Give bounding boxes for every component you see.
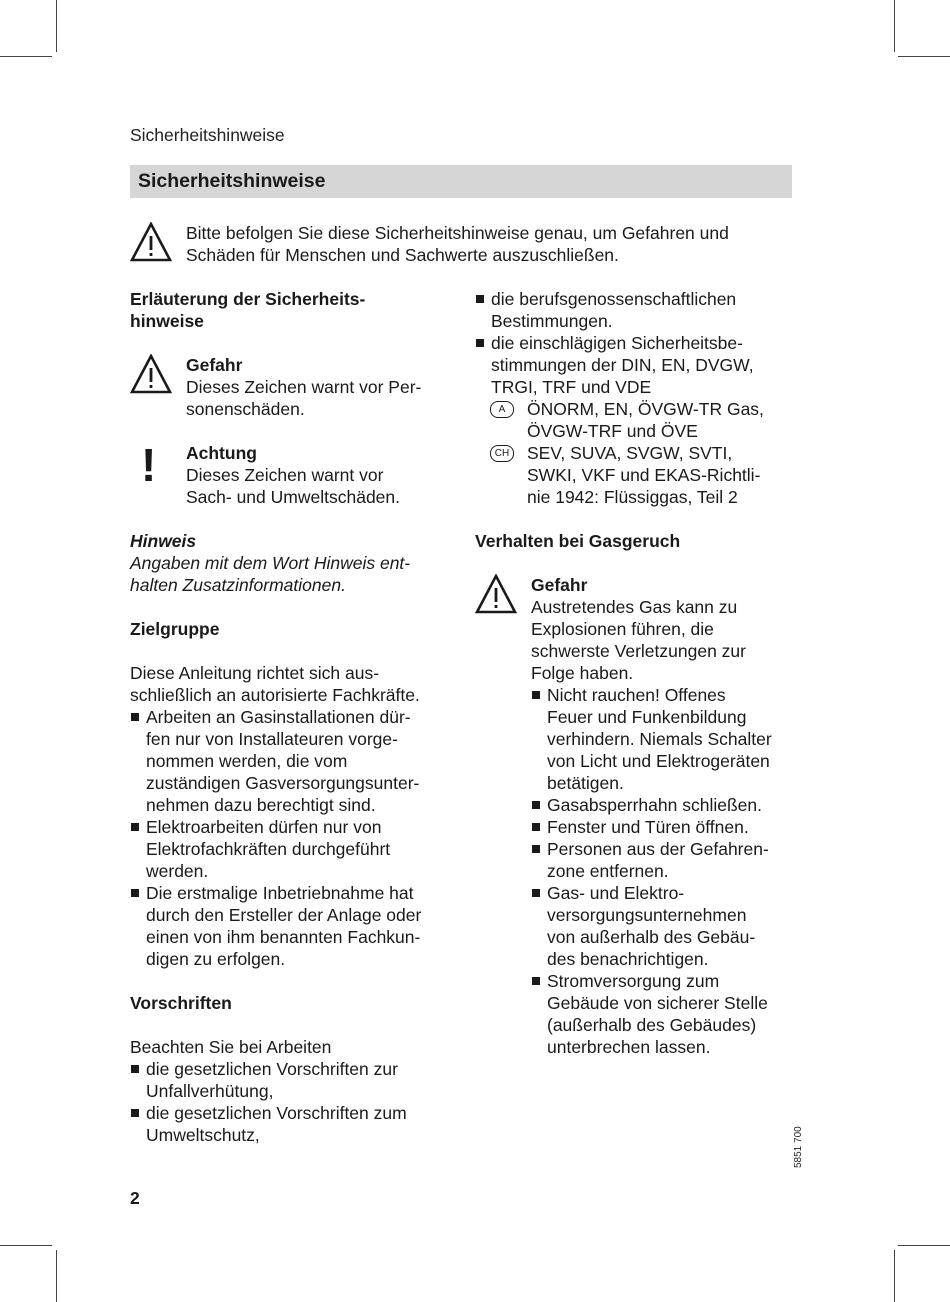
note-text: halten Zusatzinformationen. [130, 575, 346, 595]
list-item: Stromversorgung zum Gebäude von sicherer Stelle (außerhalb des Gebäudes) unterbrechen lassen. [531, 970, 793, 1058]
crop-mark [894, 0, 895, 52]
crop-mark [56, 1250, 57, 1302]
target-intro: Diese Anleitung richtet sich aus- [130, 663, 380, 683]
right-column [475, 288, 795, 1058]
danger-explanation [130, 354, 448, 420]
document-code: 5851 700 [793, 1126, 804, 1168]
gas-danger-title: Gefahr [531, 575, 588, 595]
crop-mark [894, 1250, 895, 1302]
intro-line: Schäden für Menschen und Sachwerte auszuschließen. [186, 245, 619, 265]
warning-triangle-icon [475, 574, 531, 1058]
crop-mark [898, 1245, 950, 1246]
list-item: die gesetzlichen Vorschriften zum Umweltschutz, [130, 1102, 448, 1146]
gas-heading: Verhalten bei Gasgeruch [475, 531, 681, 551]
target-list [130, 706, 448, 970]
crop-mark [898, 56, 950, 57]
country-text: ÖVGW-TRF und ÖVE [527, 421, 698, 441]
country-text: SEV, SUVA, SVGW, SVTI, [527, 443, 733, 463]
gas-danger-text: Folge haben. [531, 663, 634, 683]
list-item: Nicht rauchen! Offenes Feuer und Funkenbildung verhindern. Niemals Schalter von Licht und Elektrogeräten betätigen. [531, 684, 793, 794]
note-title: Hinweis [130, 531, 197, 551]
page-number: 2 [130, 1188, 140, 1208]
caution-text: Dieses Zeichen warnt vor [186, 465, 384, 485]
list-item: Gas- und Elektro- versorgungsunternehmen von außerhalb des Gebäu- des benachrichtigen. [531, 882, 793, 970]
crop-mark [56, 0, 57, 52]
country-switzerland [475, 442, 795, 508]
country-austria [475, 398, 795, 442]
regs-list-continued [475, 288, 795, 398]
list-item: die berufsgenossenschaftlichen Bestimmungen. [475, 288, 795, 332]
left-column [130, 288, 448, 1146]
target-heading: Zielgruppe [130, 619, 220, 639]
note-text: Angaben mit dem Wort Hinweis ent- [130, 553, 411, 573]
danger-text: sonenschäden. [186, 399, 305, 419]
section-title: Sicherheitshinweise [138, 170, 326, 192]
list-item: die gesetzlichen Vorschriften zur Unfallverhütung, [130, 1058, 448, 1102]
caution-text: Sach- und Umweltschäden. [186, 487, 400, 507]
regs-heading: Vorschriften [130, 993, 232, 1013]
list-item: Fenster und Türen öffnen. [531, 816, 793, 838]
warning-triangle-icon [130, 222, 186, 266]
country-text: ÖNORM, EN, ÖVGW-TR Gas, [527, 399, 764, 419]
country-badge: A [490, 401, 514, 418]
regs-intro: Beachten Sie bei Arbeiten [130, 1037, 332, 1057]
crop-mark [0, 56, 52, 57]
country-text: nie 1942: Flüssiggas, Teil 2 [527, 487, 738, 507]
list-item: die einschlägigen Sicherheitsbe- stimmungen der DIN, EN, DVGW, TRGI, TRF und VDE [475, 332, 795, 398]
explain-heading: Erläuterung der Sicherheits- [130, 289, 366, 309]
target-intro: schließlich an autorisierte Fachkräfte. [130, 685, 420, 705]
gas-action-list [531, 684, 793, 1058]
warning-triangle-icon [130, 354, 186, 420]
list-item: Personen aus der Gefahren- zone entfernen. [531, 838, 793, 882]
danger-title: Gefahr [186, 355, 243, 375]
intro-line: Bitte befolgen Sie diese Sicherheitshinweise genau, um Gefahren und [186, 223, 729, 243]
exclamation-icon: ! [141, 439, 157, 491]
country-text: SWKI, VKF und EKAS-Richtli- [527, 465, 761, 485]
gas-danger [475, 574, 795, 1058]
gas-danger-text: schwerste Verletzungen zur [531, 641, 746, 661]
crop-mark [0, 1245, 52, 1246]
list-item: Elektroarbeiten dürfen nur von Elektrofachkräften durchgeführt werden. [130, 816, 448, 882]
danger-text: Dieses Zeichen warnt vor Per- [186, 377, 422, 397]
list-item: Gasabsperrhahn schließen. [531, 794, 793, 816]
section-title-bar [130, 165, 792, 198]
list-item: Die erstmalige Inbetriebnahme hat durch den Ersteller der Anlage oder einen von ihm benannten Fachkun- digen zu erfolgen. [130, 882, 448, 970]
intro-warning [130, 222, 786, 266]
gas-danger-text: Austretendes Gas kann zu [531, 597, 738, 617]
regs-list [130, 1058, 448, 1146]
running-header: Sicherheitshinweise [130, 125, 285, 145]
country-badge: CH [490, 445, 514, 462]
gas-danger-text: Explosionen führen, die [531, 619, 714, 639]
explain-heading: hinweise [130, 311, 204, 331]
caution-title: Achtung [186, 443, 257, 463]
caution-explanation [130, 439, 448, 508]
list-item: Arbeiten an Gasinstallationen dür- fen nur von Installateuren vorge- nommen werden, die vom zuständigen Gasversorgungsunter- nehmen dazu berechtigt sind. [130, 706, 448, 816]
